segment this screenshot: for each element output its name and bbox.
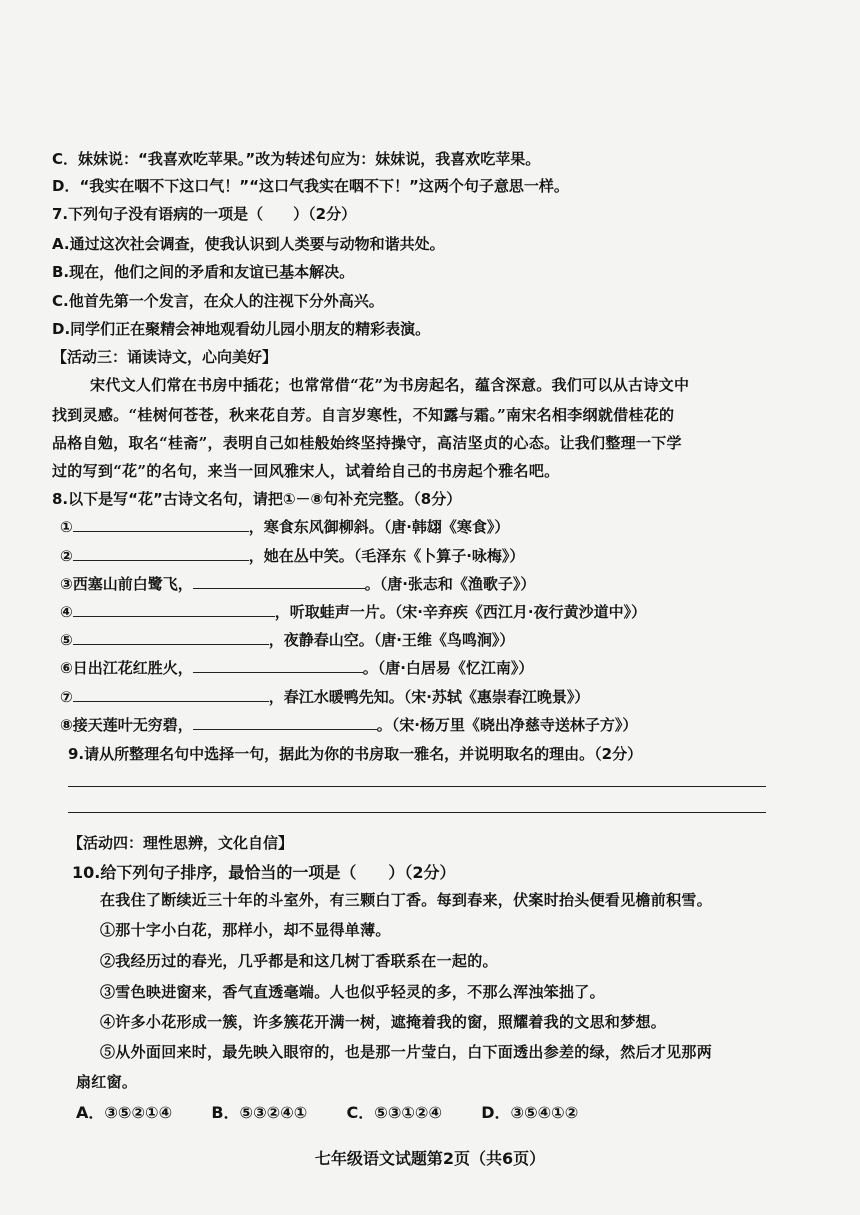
q10-options (76, 1100, 612, 1123)
answer-blank[interactable] (73, 602, 275, 617)
activity3-para-line: 过的写到“花”的名句，来当一回风雅宋人，试着给自己的书房起个雅名吧。 (52, 462, 560, 480)
page-footer: 七年级语文试题第2页（共6页） (314, 1149, 546, 1168)
answer-blank[interactable] (73, 630, 269, 645)
answer-blank[interactable] (73, 687, 269, 702)
q10-sentence-1: ①那十字小白花，那样小，却不显得单薄。 (100, 921, 391, 939)
q8-item-suffix: ，听取蛙声一片。（宋·辛弃疾《西江月·夜行黄沙道中》） (274, 603, 647, 621)
q8-item (60, 686, 589, 707)
q6-option-c: C．妹妹说：“我喜欢吃苹果。”改为转述句应为：妹妹说，我喜欢吃苹果。 (52, 150, 541, 168)
activity3-para-line: 品格自勉，取名“桂斋”，表明自己如桂般始终坚持操守，高洁坚贞的心态。让我们整理一下学 (52, 434, 682, 452)
activity3-para-line: 找到灵感。“桂树何苍苍，秋来花自芳。自言岁寒性，不知露与霜。”南宋名相李纲就借桂花的 (52, 406, 675, 424)
activity3-para-line: 宋代文人们常在书房中插花；也常常借“花”为书房起名，蕴含深意。我们可以从古诗文中 (90, 376, 690, 394)
q8-item-suffix: ，寒食东风御柳斜。（唐·韩翃《寒食》） (248, 518, 510, 536)
q9-stem: 9.请从所整理名句中选择一句，据此为你的书房取一雅名，并说明取名的理由。（2分） (68, 745, 643, 763)
answer-line[interactable] (68, 786, 766, 787)
q8-item-suffix: 。（唐·白居易《忆江南》） (362, 659, 534, 677)
answer-blank[interactable] (193, 574, 365, 589)
q7-option-d: D.同学们正在聚精会神地观看幼儿园小朋友的精彩表演。 (52, 320, 431, 338)
q8-item-prefix: ⑦ (60, 688, 73, 706)
q10-sentence-2: ②我经历过的春光，几乎都是和这几树丁香联系在一起的。 (100, 952, 498, 970)
activity4-title: 【活动四：理性思辨，文化自信】 (68, 834, 294, 852)
q8-item (60, 545, 524, 566)
q10-sentence-5: ⑤从外面回来时，最先映入眼帘的，也是那一片莹白，白下面透出参差的绿，然后才见那两 (100, 1043, 713, 1061)
q10-sentence-3: ③雪色映进窗来，香气直透毫端。人也似乎轻灵的多，不那么浑浊笨拙了。 (100, 983, 605, 1001)
answer-blank[interactable] (193, 715, 377, 730)
q8-item-prefix: ① (60, 518, 73, 536)
q8-item (60, 629, 514, 650)
q8-item-prefix: ⑧接天莲叶无穷碧， (60, 716, 193, 734)
q7-stem: 7.下列句子没有语病的一项是（ ）（2分） (52, 205, 357, 223)
q8-stem: 8.以下是写“花”古诗文名句，请把①－⑧句补充完整。（8分） (52, 490, 462, 508)
q6-option-d: D．“我实在咽不下这口气！”“这口气我实在咽不下！”这两个句子意思一样。 (52, 177, 569, 195)
answer-blank[interactable] (73, 517, 249, 532)
q8-item-suffix: 。（唐·张志和《渔歌子》） (364, 575, 536, 593)
q8-item-prefix: ② (60, 547, 73, 565)
q8-item-suffix: 。（宋·杨万里《晓出净慈寺送林子方》） (376, 716, 638, 734)
q10-option-d[interactable]: D．③⑤④①② (481, 1103, 579, 1122)
q8-item-prefix: ⑤ (60, 631, 73, 649)
q8-item-suffix: ，春江水暖鸭先知。（宋·苏轼《惠崇春江晚景》） (268, 688, 590, 706)
answer-blank[interactable] (73, 546, 249, 561)
q7-option-a: A.通过这次社会调查，使我认识到人类要与动物和谐共处。 (52, 235, 445, 253)
q7-option-c: C.他首先第一个发言，在众人的注视下分外高兴。 (52, 292, 384, 310)
q8-item (60, 516, 509, 537)
q8-item (60, 714, 637, 735)
q10-intro: 在我住了断续近三十年的斗室外，有三颗白丁香。每到春来，伏案时抬头便看见檐前积雪。 (100, 891, 713, 909)
q10-option-a[interactable]: A．③⑤②①④ (76, 1103, 173, 1122)
q10-option-c[interactable]: C．⑤③①②④ (346, 1103, 443, 1122)
q8-item-suffix: ，夜静春山空。（唐·王维《鸟鸣涧》） (268, 631, 515, 649)
q8-item (60, 657, 533, 678)
q8-item-prefix: ③西塞山前白鹭飞， (60, 575, 193, 593)
answer-blank[interactable] (193, 658, 363, 673)
q10-option-b[interactable]: B．⑤③②④① (211, 1103, 308, 1122)
q10-stem: 10.给下列句子排序，最恰当的一项是（ ）（2分） (72, 863, 456, 882)
q10-sentence-4: ④许多小花形成一簇，许多簇花开满一树，遮掩着我的窗，照耀着我的文思和梦想。 (100, 1013, 667, 1031)
q8-item-suffix: ，她在丛中笑。（毛泽东《卜算子·咏梅》） (248, 547, 525, 565)
q8-item (60, 573, 535, 594)
q10-sentence-5-cont: 扇红窗。 (76, 1073, 138, 1091)
answer-line[interactable] (68, 812, 766, 813)
q8-item-prefix: ④ (60, 603, 73, 621)
q8-item (60, 601, 646, 622)
q7-option-b: B.现在，他们之间的矛盾和友谊已基本解决。 (52, 263, 355, 281)
q8-item-prefix: ⑥日出江花红胜火， (60, 659, 193, 677)
activity3-title: 【活动三：诵读诗文，心向美好】 (52, 348, 278, 366)
